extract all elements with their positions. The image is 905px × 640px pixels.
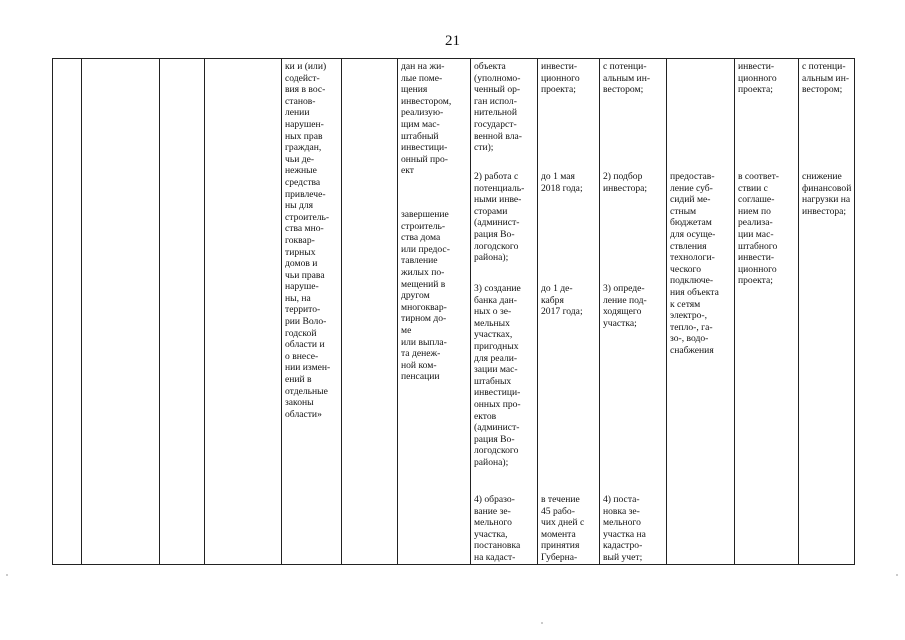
cell-col9-block3: 3) опреде- ление под- ходящего участка; — [603, 283, 647, 329]
scan-speck — [6, 574, 8, 576]
column-divider — [204, 59, 205, 564]
column-divider — [159, 59, 160, 564]
cell-col11-block1: инвести- ционного проекта; — [738, 61, 777, 96]
cell-col7-block2: 2) работа с потенциаль- ными инве- сторами (админист- рация Во- логодского района); — [474, 171, 525, 264]
cell-col6-block1: дан на жи- лые поме- щения инвестором, реализую- щим мас- штабный инвестици- онный про- ект — [401, 61, 452, 177]
column-divider — [798, 59, 799, 564]
page-number: 21 — [445, 33, 460, 49]
column-divider — [599, 59, 600, 564]
column-divider — [281, 59, 282, 564]
scan-speck — [896, 574, 898, 576]
column-divider — [734, 59, 735, 564]
column-divider — [666, 59, 667, 564]
cell-col9-block4: 4) поста- новка зе- мельного участка на кадастро- вый учет; — [603, 494, 646, 563]
column-divider — [470, 59, 471, 564]
cell-col12-block2: снижение финансовой нагрузки на инвестора; — [802, 171, 852, 217]
column-divider — [341, 59, 342, 564]
cell-col8-block2: до 1 мая 2018 года; — [541, 171, 583, 194]
cell-col7-block3: 3) создание банка дан- ных о зе- мельных участках, пригодных для реали- зации мас- штабных инвестици- онных про- ектов (админист- рация Во- логодского района); — [474, 283, 521, 468]
cell-col10-block1: предостав- ление суб- сидий ме- стным бюджетам для осуще- ствления технологи- ческого подключе- ния объекта к сетям электро-, тепло-, га- зо-, водо- снабжения — [670, 171, 719, 356]
column-divider — [81, 59, 82, 564]
cell-col4-block1: ки и (или) содейст- вия в вос- станов- лении нарушен- ных прав граждан, чьи де- нежные средства привлече- ны для строитель- ства мно- гоквар- тирных домов и чьи права наруше- ны, на террито- рии Воло- годской области и о внесе- нии измен- ений в отдельные законы области» — [285, 61, 331, 420]
cell-col8-block3: до 1 де- кабря 2017 года; — [541, 283, 583, 318]
cell-col7-block1: объекта (уполномо- ченный ор- ган испол- нительной государст- венной вла- сти); — [474, 61, 522, 154]
cell-col12-block1: с потенци- альным ин- вестором; — [802, 61, 850, 96]
scan-speck — [541, 622, 543, 624]
cell-col9-block2: 2) подбор инвестора; — [603, 171, 648, 194]
cell-col8-block1: инвести- ционного проекта; — [541, 61, 580, 96]
cell-col9-block1: с потенци- альным ин- вестором; — [603, 61, 651, 96]
column-divider — [537, 59, 538, 564]
cell-col7-block4: 4) образо- вание зе- мельного участка, постановка на кадаст- — [474, 494, 521, 563]
column-divider — [397, 59, 398, 564]
table — [52, 58, 855, 565]
cell-col11-block2: в соответ- ствии с соглаше- нием по реализа- ции мас- штабного инвести- ционного проекта; — [738, 171, 779, 287]
cell-col8-block4: в течение 45 рабо- чих дней с момента принятия Губерна- — [541, 494, 585, 563]
cell-col6-block2: завершение строитель- ства дома или предос- тавление жилых по- мещений в другом многоквар- тирном до- ме или выпла- та денеж- ной ком- пенсации — [401, 209, 450, 383]
